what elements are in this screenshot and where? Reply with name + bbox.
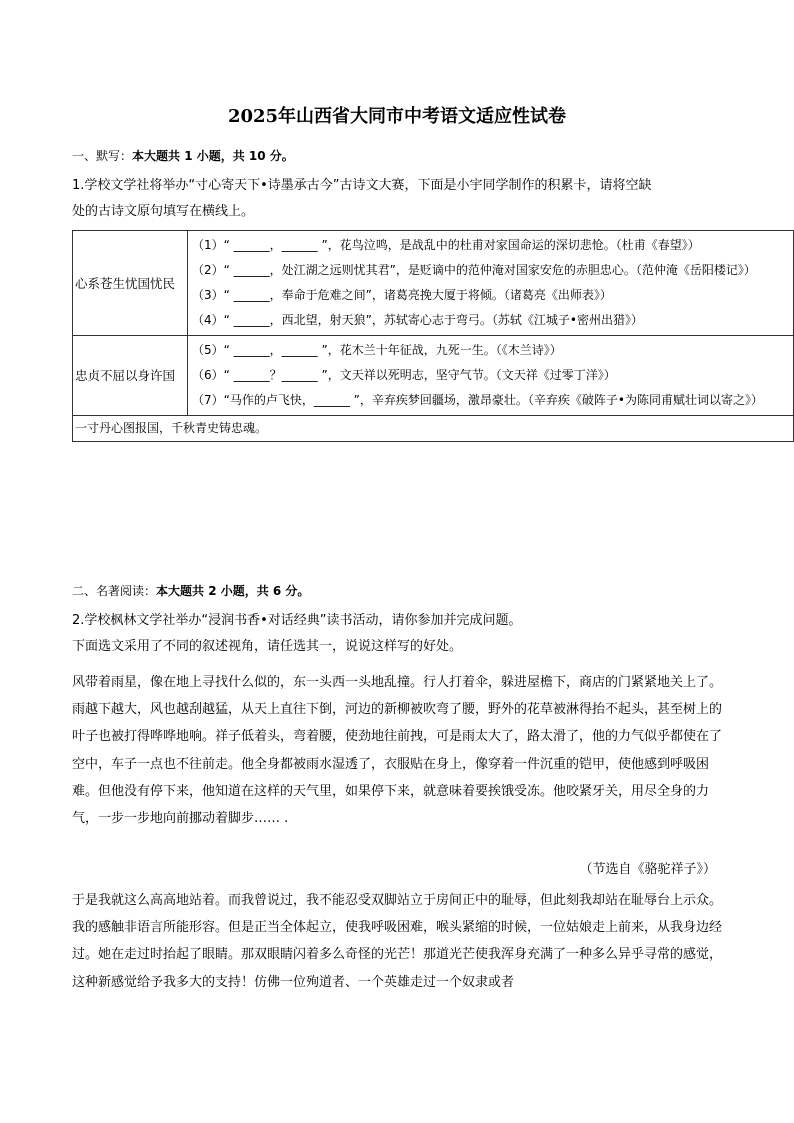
- section-prefix: 一、默写：: [72, 149, 133, 163]
- accumulation-card-table: [72, 230, 794, 442]
- section-heading-1: [72, 146, 294, 166]
- fill-item-7[interactable]: （7）“马作的卢飞快，______ ”，辛弃疾梦回疆场，激昂豪壮。（辛弃疾《破阵子•为陈同甫赋壮词以寄之》）: [192, 393, 763, 407]
- fill-item-1[interactable]: （1）“ ______，______ ”，花鸟泣鸣，是战乱中的杜甫对家国命运的深切悲怆。（杜甫《春望》）: [192, 238, 700, 252]
- passage-jane-eyre: 于是我就这么高高地站着。而我曾说过，我不能忍受双脚站立于房间正中的耻辱，但此刻我却站在耻辱台上示众。我的感触非语言所能形容。但是正当全体起立，使我呼吸困难，喉头紧缩的时候，一位姑娘走上前来，从我身边经过。她在走过时抬起了眼睛。那双眼睛闪着多么奇怪的光芒！那道光芒使我浑身充满了一种多么异乎寻常的感觉，这种新感觉给予我多大的支持！仿佛一位殉道者、一个英雄走过一个奴隶或者: [72, 893, 723, 990]
- page-title: 2025年山西省大同市中考语文适应性试卷: [227, 106, 567, 127]
- fill-item-5[interactable]: （5）“ ______，______ ”，花木兰十年征战，九死一生。（《木兰诗》）: [192, 343, 562, 357]
- section-prefix: 二、名著阅读：: [72, 584, 157, 598]
- card-row-2: [73, 336, 794, 416]
- card-items-2: [188, 336, 794, 416]
- question-2-prompt: [72, 608, 722, 660]
- card-category-2: 忠贞不屈以身许国: [73, 336, 188, 416]
- question-2-line-2: 下面选文采用了不同的叙述视角，请任选其一，说说这样写的好处。: [72, 639, 463, 654]
- fill-item-6[interactable]: （6）“ ______？______ ”，文天祥以死明志，坚守气节。（文天祥《过零丁洋》）: [192, 368, 616, 382]
- question-1-line-1: 1.学校文学社将举办“寸心寄天下•诗墨承古今”古诗文大赛，下面是小宇同学制作的积累卡，请将空缺: [72, 178, 652, 193]
- fill-item-2[interactable]: （2）“ ______，处江湖之远则忧其君”，是贬谪中的范仲淹对国家安危的赤胆忠心。（范仲淹《岳阳楼记》）: [192, 263, 756, 277]
- card-category-1: 心系苍生忧国忧民: [73, 231, 188, 336]
- section-info: 本大题共 1 小题，共 10 分。: [132, 149, 294, 163]
- question-2-line-1: 2.学校枫林文学社举办“浸润书香•对话经典”读书活动，请你参加并完成问题。: [72, 613, 522, 628]
- passage-source: （节选自《骆驼祥子》）: [579, 862, 716, 877]
- passage-camel-xiangzi: 风带着雨星，像在地上寻找什么似的，东一头西一头地乱撞。行人打着伞，躲进屋檐下，商店的门紧紧地关上了。雨越下越大，风也越刮越猛，从天上直往下倒，河边的新柳被吹弯了腰，野外的花草被淋得抬不起头，甚至树上的叶子也被打得哗哗地响。祥子低着头，弯着腰，使劲地往前拽，可是雨太大了，路太滑了，他的力气似乎都使在了空中，车子一点也不往前走。他全身都被雨水湿透了，衣服贴在身上，像穿着一件沉重的铠甲，使他感到呼吸困难。但他没有停下来，他知道在这样的天气里，如果停下来，就意味着要挨饿受冻。他咬紧牙关，用尽全身的力气，一步一步地向前挪动着脚步…… .: [72, 675, 723, 827]
- card-row-1: [73, 231, 794, 336]
- question-1-prompt: [72, 173, 722, 225]
- section-heading-2: [72, 581, 309, 601]
- fill-item-3[interactable]: （3）“ ______，奉命于危难之间”，诸葛亮挽大厦于将倾。（诸葛亮《出师表》）: [192, 288, 612, 302]
- fill-item-4[interactable]: （4）“ ______，西北望，射天狼”，苏轼寄心志于弯弓。（苏轼《江城子•密州出猎》）: [192, 313, 643, 327]
- section-info: 本大题共 2 小题，共 6 分。: [156, 584, 310, 598]
- card-footer: 一寸丹心图报国，千秋青史铸忠魂。: [73, 416, 794, 442]
- question-1-line-2: 处的古诗文原句填写在横线上。: [72, 204, 255, 219]
- card-items-1: [188, 231, 794, 336]
- card-row-3: [73, 416, 794, 442]
